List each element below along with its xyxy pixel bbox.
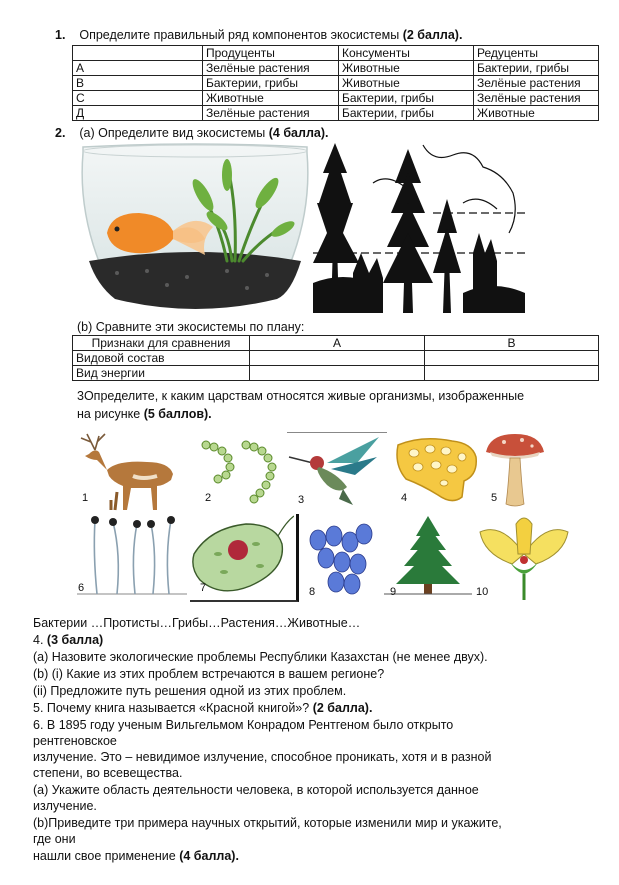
figure-number: 9 [390,586,397,598]
table-cell: Зелёные растения [474,76,599,91]
table-cell: А [73,61,203,76]
q2-part-b: (b) Сравните эти экосистемы по плану: [77,320,305,334]
q1-table [72,45,599,121]
q5-points: (2 балла). [312,701,373,715]
q2-prompt [55,125,328,141]
q1-prompt [55,27,462,43]
table-header-row [73,46,599,61]
figure-number: 3 [298,494,305,506]
figure-number: 6 [78,582,85,594]
figure-number: 10 [476,586,489,598]
mold-fungus-image [77,514,187,600]
table-cell [250,351,425,366]
figure-number: 2 [205,492,212,504]
table-header-cell: А [250,336,425,351]
q6-points: (4 балла). [179,849,239,863]
q6-line9-text: нашли свое применение [33,849,176,863]
q2-number: 2. [55,126,66,140]
table-cell [425,351,599,366]
table-cell: Бактерии, грибы [474,61,599,76]
q5-prompt [33,700,372,716]
figure-number: 4 [401,492,408,504]
q3-line1: 3Определите, к каким царствам относятся живые организмы, изображенные [77,389,525,403]
table-cell: Животные [203,91,339,106]
q6-line2: рентгеновское [33,734,117,748]
q3-line2 [77,406,212,422]
q5-text: 5. Почему книга называется «Красной книгой»? [33,701,310,715]
table-cell: Зелёные растения [203,106,339,121]
table-cell: Зелёные растения [203,61,339,76]
q2-part-a-points: (4 балла). [268,126,329,140]
q6-line4: степени, во всевещества. [33,766,183,780]
table-cell: В [73,76,203,91]
table-header-cell: Редуценты [474,46,599,61]
table-cell: Бактерии, грибы [339,91,474,106]
table-cell: Животные [339,76,474,91]
deer-image [77,430,187,512]
figure-number: 7 [200,582,207,594]
figure-number: 1 [82,492,89,504]
q1-text: Определите правильный ряд компонентов экосистемы [79,28,400,42]
q3-kingdoms: Бактерии …Протисты…Грибы…Растения…Животные… [33,616,361,630]
q2-table [72,335,599,381]
q4-number: 4. [33,633,44,647]
q6-line5: (a) Укажите область деятельности человека, в которой используется данное [33,783,479,797]
q4-a: (a) Назовите экологические проблемы Республики Казахстан (не менее двух). [33,650,488,664]
table-row [73,351,599,366]
table-header-cell: Признаки для сравнения [73,336,250,351]
q4-b-i: (b) (i) Какие из этих проблем встречаются в вашем регионе? [33,667,385,681]
table-header-cell: Консументы [339,46,474,61]
table-cell [250,366,425,381]
q6-line1: 6. В 1895 году ученым Вильгельмом Конрадом Рентгеном было открыто [33,718,454,732]
table-header-cell [73,46,203,61]
aquarium-image [77,143,313,313]
table-cell: Вид энергии [73,366,250,381]
table-cell: Животные [474,106,599,121]
table-header-cell: Продуценты [203,46,339,61]
q1-number: 1. [55,28,66,42]
table-header-row [73,336,599,351]
table-header-cell: В [425,336,599,351]
q4-points: (3 балла) [46,633,104,647]
q3-points: (5 баллов). [143,407,212,421]
table-cell: Бактерии, грибы [339,106,474,121]
table-cell: С [73,91,203,106]
forest-image [313,143,525,313]
figure-number: 8 [309,586,316,598]
q2-part-a: (a) Определите вид экосистемы [79,126,266,140]
table-cell: Д [73,106,203,121]
table-row [73,76,599,91]
euglena-image [190,514,299,602]
q6-line8: где они [33,832,76,846]
table-row [73,91,599,106]
table-cell: Бактерии, грибы [203,76,339,91]
q3-line2-text: на рисунке [77,407,141,421]
table-row [73,61,599,76]
spruce-tree-image [384,514,472,600]
table-cell: Животные [339,61,474,76]
figure-number: 5 [491,492,498,504]
table-cell: Зелёные растения [474,91,599,106]
table-row [73,366,599,381]
table-row [73,106,599,121]
q4-b-ii: (ii) Предложите путь решения одной из этих проблем. [33,684,347,698]
q4-header [33,632,103,648]
q6-line9 [33,848,239,864]
q6-line7: (b)Приведите три примера научных открытий, которые изменили мир и укажите, [33,816,502,830]
table-cell [425,366,599,381]
q6-line6: излучение. [33,799,97,813]
q1-points: (2 балла). [402,28,463,42]
q6-line3: излучение. Это – невидимое излучение, способное проникать, хотя и в разной [33,750,492,764]
table-cell: Видовой состав [73,351,250,366]
